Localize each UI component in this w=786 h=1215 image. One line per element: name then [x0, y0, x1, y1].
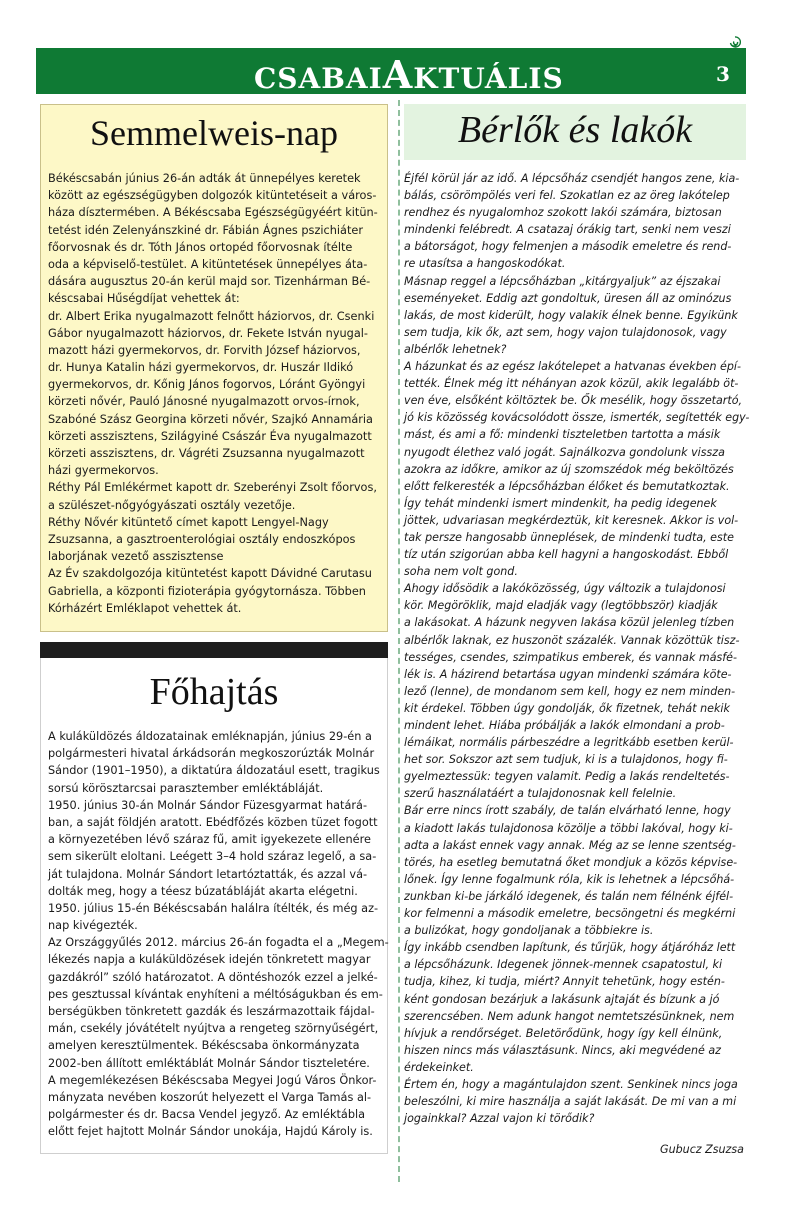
- text-line: beleszólni, ki mire használja a saját lakását. De mi van a mi: [404, 1095, 737, 1109]
- text-line: hiszen nincs más választásunk. Nincs, aki megvédené az: [404, 1043, 721, 1057]
- text-line: kör. Megöröklik, majd eladják vagy (legtöbbször) kiadják: [404, 599, 718, 613]
- text-line: A megemlékezésen Békéscsaba Megyei Jogú Város Önkor-: [48, 1073, 377, 1087]
- masthead-part2: KTUÁLIS: [413, 62, 564, 95]
- text-line: jó kis közösség kovácsolódott össze, ismerték, segítették egy-: [404, 411, 750, 425]
- text-line: a bátorságot, hogy felmenjen a második emeletre és rend-: [404, 240, 732, 254]
- text-line: Sándor (1901–1950), a diktatúra áldozatául esett, tragikus: [48, 764, 380, 778]
- text-line: 1950. július 15-én Békéscsabán halálra ítélték, és még az-: [48, 901, 379, 915]
- text-line: tudja, kihez, ki tudja, miért? Annyit tehetünk, hogy estén-: [404, 975, 725, 989]
- text-line: dr. Hunya Katalin házi gyermekorvos, dr. Huszár Ildikó: [48, 361, 354, 375]
- text-line: Szabóné Szász Georgina körzeti nővér, Szajkó Annamária: [48, 412, 373, 426]
- text-line: A házunkat és az egész lakótelepet a hatvanas években épí-: [404, 360, 741, 374]
- text-line: lakás, de most kiderült, hogy valakik élnek benne. Egyikünk: [404, 308, 738, 322]
- text-line: Így inkább csendben lapítunk, és tűrjük, hogy átjáróház lett: [404, 941, 736, 955]
- text-line: tességes, csendes, szimpatikus emberek, és vannak másfé-: [404, 650, 738, 664]
- berlok-body: [404, 170, 748, 1127]
- text-line: adta a lakást ennek vagy annak. Még az se lenne szentség-: [404, 838, 736, 852]
- text-line: Értem én, hogy a magántulajdon szent. Senkinek nincs joga: [404, 1077, 738, 1091]
- text-line: polgármesteri hivatal árkádsorán megkoszorúzták Molnár: [48, 747, 375, 761]
- text-line: ként gondosan bezárjuk a lakásunk ajtaját és bízunk a jó: [404, 992, 720, 1006]
- text-line: mazott házi gyermekorvos, dr. Forvith József háziorvos,: [48, 343, 361, 357]
- text-line: lékezés napja a kuláküldözések idején tönkretett magyar: [48, 953, 371, 967]
- text-line: Réthy Pál Emlékérmet kapott dr. Szeberényi Zsolt főorvos,: [48, 481, 377, 495]
- fohajtas-top-bar: [40, 642, 388, 658]
- text-line: oda a képviselő-testület. A kitüntetések ünnepélyes áta-: [48, 257, 368, 271]
- text-line: sem tudja, kik ők, azt sem, hogy vajon tulajdonosok, vagy: [404, 325, 727, 339]
- masthead-part1: CSABAI: [254, 62, 383, 95]
- berlok-title: Bérlők és lakók: [457, 109, 693, 151]
- text-line: a szülészet-nőgyógyászati osztály vezetője.: [48, 498, 296, 512]
- page-number: 3: [716, 62, 730, 86]
- text-line: azokra az időkre, amikor az új szomszédok még beköltözés: [404, 462, 734, 476]
- text-line: Bár erre nincs írott szabály, de talán elvárható lenne, hogy: [404, 804, 731, 818]
- text-line: mányzata nevében koszorút helyezett el Varga Tamás al-: [48, 1090, 372, 1104]
- text-line: tették. Élnek még itt néhányan azok közül, akik legalább öt-: [404, 377, 739, 391]
- text-line: késcsabai Hűségdíjat vehettek át:: [48, 292, 240, 306]
- text-line: Kórházért Emléklapot vehettek át.: [48, 601, 242, 615]
- text-line: tak persze hangosabb ünneplések, de mindenki tudta, este: [404, 530, 734, 544]
- text-line: ven éve, elsőként költöztek be. Ők mesélik, hogy összetartó,: [404, 394, 743, 408]
- text-line: het sor. Sokszor azt sem tudjuk, ki is a tulajdonos, hogy fi-: [404, 753, 728, 767]
- text-line: berségükben tönkretett gazdák és leszármazottaik fájdal-: [48, 1005, 375, 1018]
- text-line: mást, és ami a fő: mindenki tiszteletben tartotta a másik: [404, 428, 721, 442]
- text-line: ját tulajdona. Molnár Sándort letartóztatták, és azzal vá-: [48, 867, 368, 881]
- text-line: lőnek. Így lenne fogalmunk róla, kik is lehetnek a lépcsőhá-: [404, 872, 735, 886]
- text-line: Gabriella, a központi fizioterápia gyógytornásza. Többen: [48, 584, 366, 598]
- text-line: rendhez és nyugalomhoz szokott lakói számára, biztosan: [404, 206, 722, 220]
- text-line: polgármester és dr. Bacsa Vendel jegyző. Az emléktábla: [48, 1108, 366, 1122]
- text-line: albérlők lehetnek?: [404, 342, 507, 356]
- text-line: a lakásokat. A házunk negyven lakása közül jelenleg tízben: [404, 616, 735, 630]
- text-line: sem sikerült eloltani. Leégett 3–4 hold száraz legelő, a sa-: [48, 850, 377, 864]
- text-line: Gábor nyugalmazott háziorvos, dr. Fekete István nyugal-: [48, 326, 368, 340]
- text-line: szerencsében. Nem adunk hangot nemtetszésünknek, nem: [404, 1009, 735, 1023]
- text-line: dolták meg, hogy a téesz búzatábláját akarta elégetni.: [48, 884, 358, 898]
- text-line: albérlők laknak, ez huszonöt százalék. Vannak közöttük tisz-: [404, 633, 740, 647]
- text-line: dr. Albert Erika nyugalmazott felnőtt háziorvos, dr. Csenki: [48, 309, 375, 323]
- text-line: jöttek, udvariasan megkérdeztük, kit keresnek. Akkor is vol-: [404, 513, 739, 527]
- fohajtas-body: [48, 728, 389, 1141]
- text-line: Réthy Nővér kitüntető címet kapott Lengyel-Nagy: [48, 515, 329, 529]
- text-line: soha nem volt gond.: [404, 565, 518, 579]
- text-line: A kuláküldözés áldozatainak emléknapján, június 29-én a: [48, 730, 372, 743]
- semmelweis-body: [48, 170, 386, 617]
- text-line: Másnap reggel a lépcsőházban „kitárgyaljuk” az éjszakai: [404, 274, 721, 288]
- text-line: szerű használatáért a tulajdonosnak kell felelnie.: [404, 787, 677, 801]
- text-line: nyugodt élethez való jogát. Sajnálkozva gondolunk vissza: [404, 445, 725, 459]
- text-line: körzeti nővér, Pauló Jánosné nyugalmazott orvos-írnok,: [48, 395, 360, 409]
- text-line: mindenki felébredt. A csatazaj órákig tart, senki nem veszi: [404, 223, 731, 237]
- text-line: sorsú körösztarcsai parasztember emléktábláját.: [48, 781, 324, 795]
- text-line: a környezetében lévő száraz fű, amit igyekezete ellenére: [48, 833, 371, 847]
- text-line: a kiadott lakás tulajdonosa közölje a többi lakóval, hogy ki-: [404, 821, 733, 835]
- text-line: re utasítsa a hangoskodókat.: [404, 257, 566, 271]
- text-line: háza dísztermében. A Békéscsaba Egészségügyéért kitün-: [48, 206, 378, 220]
- text-line: körzeti asszisztens, Szilágyiné Császár Éva nyugalmazott: [48, 429, 372, 443]
- text-line: előtt felkeresték a lépcsőházban élőket és bemutatkoztak.: [404, 479, 730, 493]
- semmelweis-title: Semmelweis-nap: [90, 113, 338, 153]
- text-line: tíz után szigorúan abba kell hagyni a hangoskodást. Ebből: [404, 548, 729, 562]
- text-line: Éjfél körül jár az idő. A lépcsőház csendjét hangos zene, kia-: [404, 172, 740, 185]
- text-line: Az Év szakdolgozója kitüntetést kapott Dávidné Carutasu: [48, 567, 372, 581]
- text-line: Békéscsabán június 26-án adták át ünnepélyes keretek: [48, 172, 361, 185]
- text-line: ban, a saját földjén aratott. Ebédfőzés közben tüzet fogott: [48, 815, 378, 829]
- text-line: bálás, csörömpölés veri fel. Szokatlan ez az öreg lakótelep: [404, 189, 730, 203]
- text-line: lémáikat, normális párbeszédre a legritkább esetben kerül-: [404, 736, 734, 750]
- text-line: gazdákról” szóló határozatot. A döntéshozók ezzel a jelké-: [48, 970, 378, 984]
- column-divider: [398, 100, 400, 1182]
- text-line: lék is. A házirend betartása ugyan mindenki számára köte-: [404, 667, 732, 681]
- text-line: mindent lehet. Hiába próbálják a lakók elmondani a prob-: [404, 719, 725, 732]
- text-line: Ahogy idősödik a lakóközösség, úgy változik a tulajdonosi: [404, 582, 726, 596]
- text-line: kor felmenni a második emeletre, becsöngetni és megkérni: [404, 907, 736, 921]
- text-line: hívjuk a rendőrséget. Beletörődünk, hogy így kell élnünk,: [404, 1026, 723, 1040]
- text-line: 2002-ben állított emléktáblát Molnár Sándor tiszteletére.: [48, 1056, 370, 1070]
- text-line: házi gyermekorvos.: [48, 464, 159, 478]
- text-line: pes gesztussal kívántak enyhíteni a méltóságukban és em-: [48, 987, 383, 1001]
- text-line: törés, ha esetleg bemutatná őket mondjuk a közös képvise-: [404, 855, 738, 869]
- text-line: jogainkkal? Azzal vajon ki törődik?: [404, 1112, 595, 1126]
- text-line: a bulizókat, hogy gondoljanak a többiekre is.: [404, 924, 654, 938]
- masthead-big-letter: A: [382, 52, 414, 97]
- text-line: Az Országgyűlés 2012. március 26-án fogadta el a „Megem-: [48, 936, 389, 950]
- text-line: eseményeket. Eddig azt gondoltuk, üresen áll az ominózus: [404, 291, 732, 305]
- text-line: amelyen keresztülmentek. Békéscsaba önkormányzata: [48, 1039, 360, 1053]
- text-line: a lépcsőházunk. Idegenek jönnek-mennek csapatostul, ki: [404, 958, 723, 972]
- swirl-icon: [729, 36, 741, 48]
- text-line: kit érdekel. Többen úgy gondolják, ők fizetnek, tehát nekik: [404, 701, 730, 715]
- text-line: laborjának vezető asszisztense: [48, 550, 224, 564]
- text-line: mán, csekély jóvátételt nyújtva a rengeteg szörnyűségért,: [48, 1022, 379, 1036]
- masthead-title: [254, 52, 564, 97]
- text-line: körzeti asszisztens, dr. Vágréti Zsuzsanna nyugalmazott: [48, 447, 365, 460]
- text-line: érdekeinket.: [404, 1060, 474, 1074]
- text-line: között az egészségügyben dolgozók kitüntetéseit a város-: [48, 189, 377, 203]
- text-line: Zsuzsanna, a gasztroenterológiai osztály endoszkópos: [48, 532, 356, 546]
- text-line: dására augusztus 20-án kerül majd sor. Tizenhárman Bé-: [48, 275, 371, 289]
- text-line: előtt fejet hajtott Molnár Sándor unokája, Hajdú Károly is.: [48, 1125, 373, 1139]
- text-line: Így tehát mindenki ismert mindenkit, ha pedig idegenek: [404, 496, 717, 510]
- text-line: gyermekorvos, dr. Kőnig János fogorvos, Lóránt Gyöngyi: [48, 378, 366, 392]
- text-line: lező (lenne), de mondanom sem kell, hogy ez nem minden-: [404, 684, 736, 698]
- article-author: Gubucz Zsuzsa: [660, 1143, 744, 1156]
- text-line: 1950. június 30-án Molnár Sándor Füzesgyarmat határá-: [48, 798, 368, 812]
- text-line: gyelmeztessük: tegyen valamit. Pedig a lakás rendeltetés-: [404, 770, 730, 784]
- text-line: zunkban ki-be járkáló idegenek, és talán nem félnénk éjfél-: [404, 889, 734, 903]
- text-line: főorvosnak és dr. Tóth János ortopéd főorvosnak ítélte: [48, 240, 353, 254]
- text-line: nap kivégezték.: [48, 919, 138, 933]
- text-line: tetést idén Zelenyánszkiné dr. Fábián Ágnes pszichiáter: [48, 223, 363, 237]
- fohajtas-title: Főhajtás: [149, 671, 279, 713]
